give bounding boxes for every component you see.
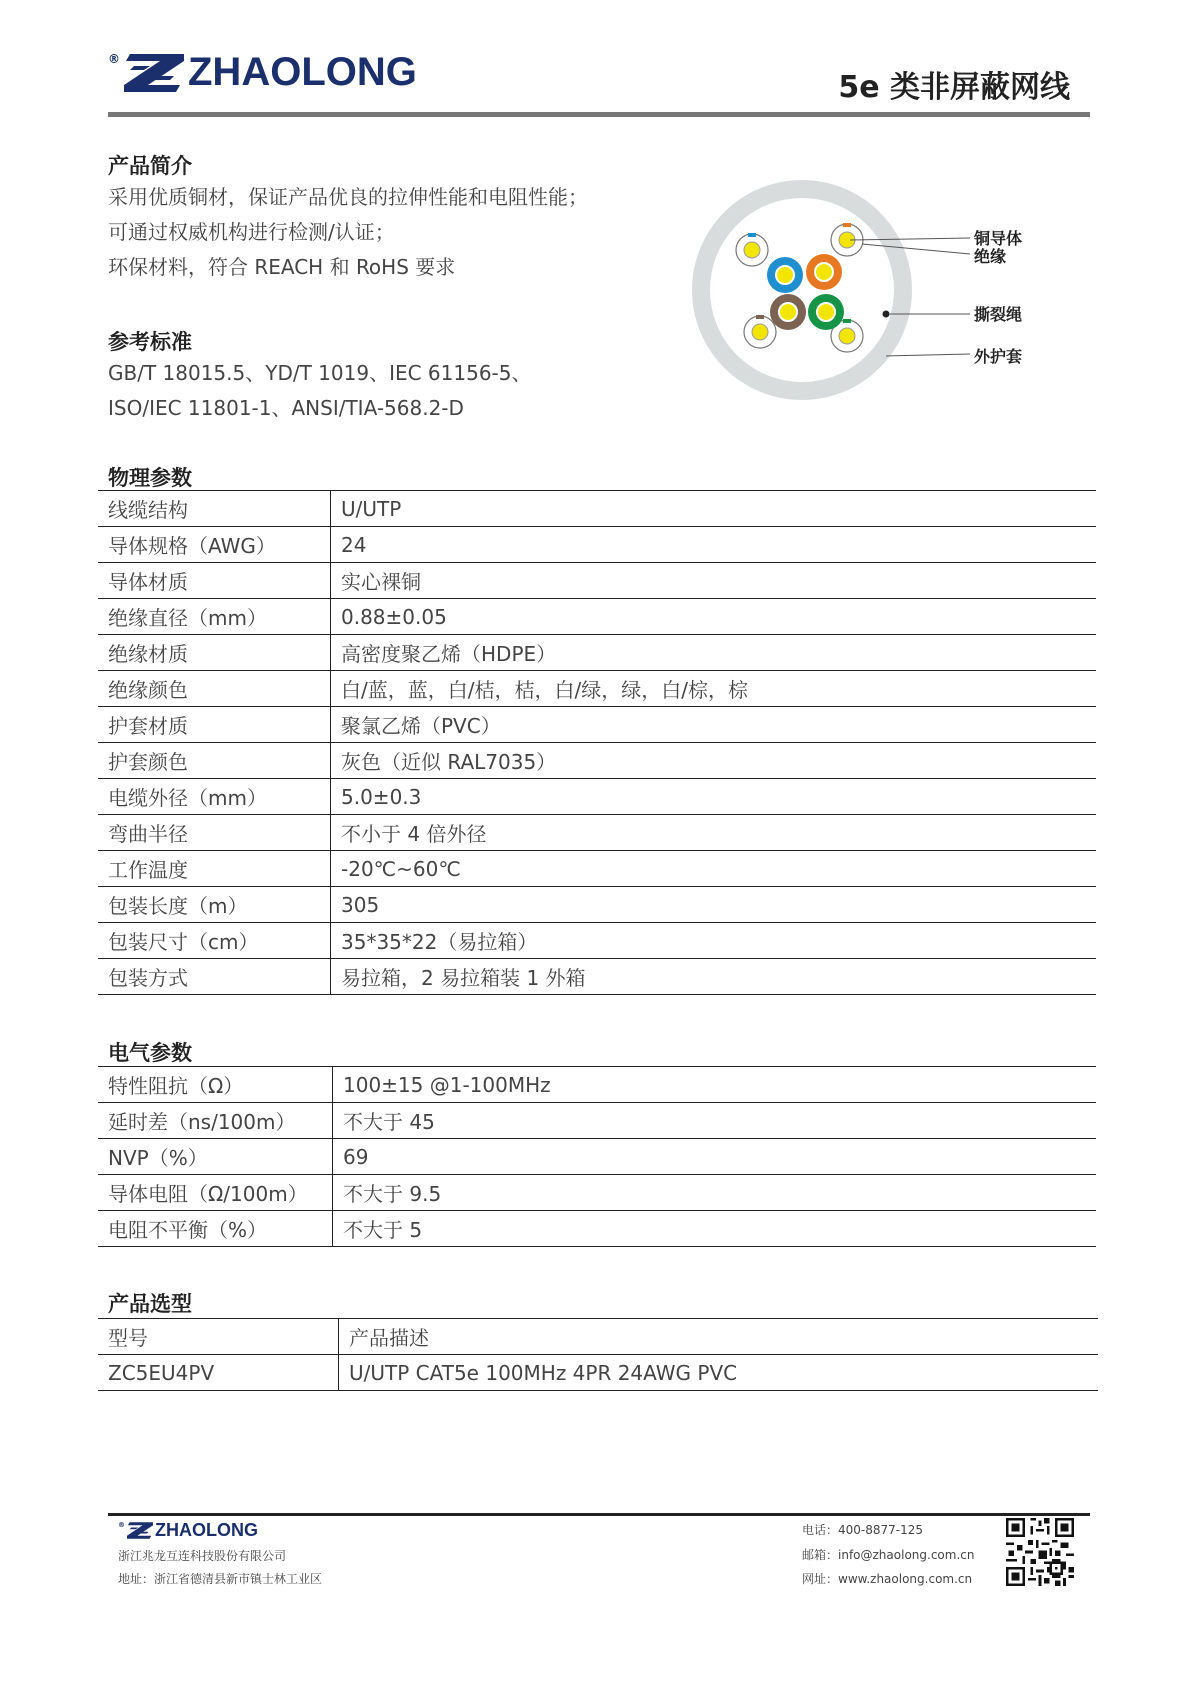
param-name: 包装尺寸（cm） [98,923,331,959]
param-name: 护套颜色 [98,743,331,779]
standards-line: ISO/IEC 11801-1、ANSI/TIA-568.2-D [108,396,464,420]
table-row [98,959,1096,995]
param-name: 导体规格（AWG） [98,527,331,563]
document-title: 5e 类非屏蔽网线 [838,70,1070,105]
table-row [98,671,1096,707]
company-name: 浙江兆龙互连科技股份有限公司 [118,1549,287,1563]
table-row [98,887,1096,923]
param-name: 线缆结构 [98,491,331,527]
company-address: 地址：浙江省德清县新市镇士林工业区 [118,1572,323,1586]
intro-text [108,180,588,285]
cable-cross-section-diagram [690,178,1050,403]
param-name: 绝缘材质 [98,635,331,671]
param-name: 包装长度（m） [98,887,331,923]
contact-email: 邮箱：info@zhaolong.com.cn [802,1548,975,1562]
footer-brand-name: ZHAOLONG [155,1520,258,1540]
label-insulation: 绝缘 [974,247,1007,266]
param-name: 特性阻抗（Ω） [98,1067,333,1103]
standards-title: 参考标准 [108,330,192,354]
param-value: 100±15 @1-100MHz [333,1067,1097,1103]
table-row [98,1103,1096,1139]
param-value: 不小于 4 倍外径 [331,815,1097,851]
electrical-table [98,1066,1096,1247]
param-value: 5.0±0.3 [331,779,1097,815]
registered-mark: ® [108,52,120,66]
table-row [98,1067,1096,1103]
param-name: 电缆外径（mm） [98,779,331,815]
selection-title: 产品选型 [108,1292,192,1316]
param-value: 24 [331,527,1097,563]
standards-text [108,356,532,426]
param-name: 导体电阻（Ω/100m） [98,1175,333,1211]
table-row [98,707,1096,743]
param-value: 0.88±0.05 [331,599,1097,635]
intro-title: 产品简介 [108,154,192,178]
table-row [98,1355,1098,1391]
param-value: -20℃~60℃ [331,851,1097,887]
intro-line: 采用优质铜材，保证产品优良的拉伸性能和电阻性能； [108,185,588,209]
table-row [98,563,1096,599]
standards-line: GB/T 18015.5、YD/T 1019、IEC 61156-5、 [108,361,532,385]
brand-name: ZHAOLONG [188,50,417,94]
param-name: 护套材质 [98,707,331,743]
cable-diagram-svg [690,178,1050,403]
param-value: 白/蓝，蓝，白/桔，桔，白/绿，绿，白/棕，棕 [331,671,1097,707]
param-value: 305 [331,887,1097,923]
physical-title: 物理参数 [108,466,192,490]
param-value: 高密度聚乙烯（HDPE） [331,635,1097,671]
param-name: 绝缘颜色 [98,671,331,707]
table-row [98,1211,1096,1247]
physical-table [98,490,1096,995]
label-jacket: 外护套 [974,347,1023,366]
param-value: 35*35*22（易拉箱） [331,923,1097,959]
electrical-title: 电气参数 [108,1041,192,1065]
param-value: 不大于 5 [333,1211,1097,1247]
param-name: 弯曲半径 [98,815,331,851]
product-description: U/UTP CAT5e 100MHz 4PR 24AWG PVC [339,1355,1099,1391]
model-number: ZC5EU4PV [98,1355,339,1391]
param-value: 实心裸铜 [331,563,1097,599]
table-row [98,599,1096,635]
param-name: 工作温度 [98,851,331,887]
column-header: 产品描述 [339,1319,1099,1355]
param-name: 导体材质 [98,563,331,599]
param-name: 包装方式 [98,959,331,995]
label-ripcord: 撕裂绳 [974,305,1023,324]
table-row [98,815,1096,851]
contact-website: 网址：www.zhaolong.com.cn [802,1572,973,1586]
table-row [98,1319,1098,1355]
logo-z-mark-icon [127,1522,153,1539]
param-value: 不大于 9.5 [333,1175,1097,1211]
param-value: 69 [333,1139,1097,1175]
table-row [98,851,1096,887]
param-value: 易拉箱，2 易拉箱装 1 外箱 [331,959,1097,995]
contact-phone: 电话：400-8877-125 [802,1523,924,1537]
table-row [98,1139,1096,1175]
intro-line: 可通过权威机构进行检测/认证； [108,220,395,244]
brand-logo [108,52,417,92]
footer-divider [108,1513,1090,1516]
table-row [98,491,1096,527]
footer-logo [118,1521,258,1539]
table-row [98,743,1096,779]
table-row [98,923,1096,959]
table-row [98,1175,1096,1211]
param-name: 绝缘直径（mm） [98,599,331,635]
table-row [98,779,1096,815]
table-row [98,527,1096,563]
param-name: 延时差（ns/100m） [98,1103,333,1139]
param-value: 聚氯乙烯（PVC） [331,707,1097,743]
param-value: 灰色（近似 RAL7035） [331,743,1097,779]
logo-z-mark-icon [124,54,184,92]
qr-code-icon [1006,1518,1074,1586]
param-name: NVP（%） [98,1139,333,1175]
param-value: U/UTP [331,491,1097,527]
intro-line: 环保材料，符合 REACH 和 RoHS 要求 [108,255,456,279]
table-row [98,635,1096,671]
selection-table [98,1318,1098,1391]
header-divider [108,112,1090,117]
registered-mark: ® [118,1521,125,1529]
param-name: 电阻不平衡（%） [98,1211,333,1247]
label-conductor: 铜导体 [974,229,1023,248]
column-header: 型号 [98,1319,339,1355]
param-value: 不大于 45 [333,1103,1097,1139]
